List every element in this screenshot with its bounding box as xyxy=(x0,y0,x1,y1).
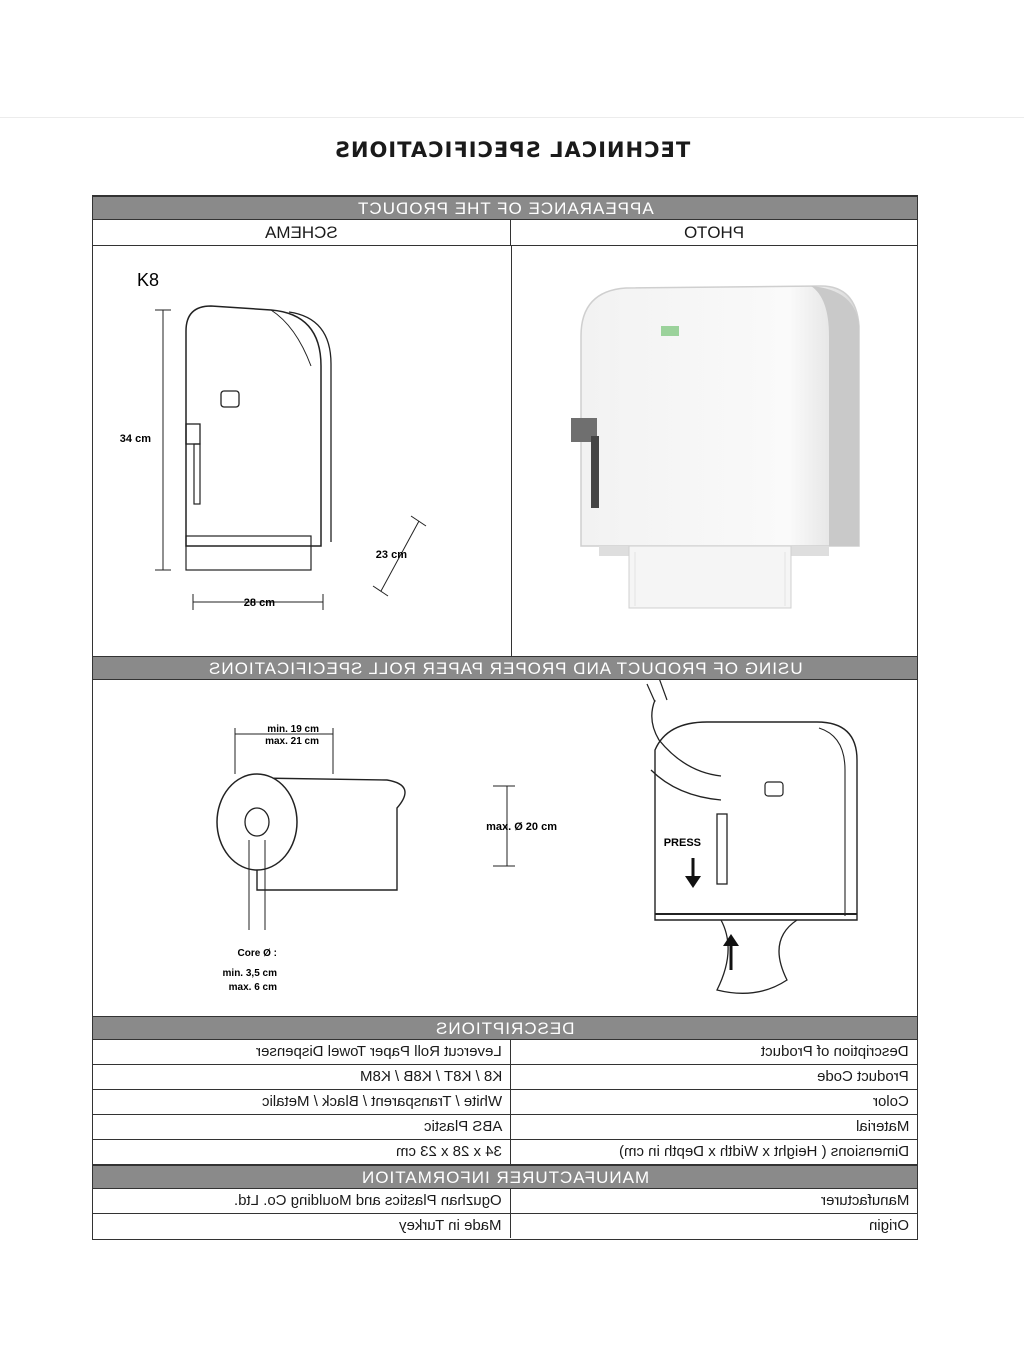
roll-end xyxy=(217,774,297,870)
pull-arrow-icon xyxy=(723,934,739,946)
hand-press xyxy=(651,700,721,800)
dispenser-body xyxy=(186,306,321,546)
roll-width-min: min. 19 cm xyxy=(267,724,319,735)
row-label: Manufacturer xyxy=(820,1192,909,1209)
row-label: Color xyxy=(873,1093,909,1110)
row-label: Origin xyxy=(868,1217,909,1234)
use-dispenser xyxy=(655,722,857,920)
height-dimension: 34 cm xyxy=(119,433,151,445)
schema-panel xyxy=(93,246,511,656)
spec-sheet xyxy=(92,195,918,1240)
use-lever xyxy=(717,814,727,884)
schema-column-header: SCHEMA xyxy=(93,220,511,246)
table-row xyxy=(93,1140,917,1165)
press-arrow-icon xyxy=(685,876,701,888)
press-label: PRESS xyxy=(663,837,701,849)
usage-panel xyxy=(93,680,917,1016)
paper-towel xyxy=(629,546,791,608)
row-label: Product Code xyxy=(817,1068,909,1085)
row-value: Made in Turkey xyxy=(399,1217,502,1234)
table-row xyxy=(93,1090,917,1115)
depth-dimension: 23 cm xyxy=(375,549,407,561)
hand-pull xyxy=(717,920,797,993)
dispenser-cover xyxy=(581,286,859,546)
brand-badge xyxy=(661,326,679,336)
core-label: Core Ø : xyxy=(237,948,277,959)
table-row xyxy=(93,1040,917,1065)
core-max: max. 6 cm xyxy=(228,982,277,993)
photo-column-header: PHOTO xyxy=(511,220,917,246)
row-label: Description of Product xyxy=(761,1043,909,1060)
lever xyxy=(186,424,200,444)
schema-drawing xyxy=(93,246,511,656)
model-label: K8 xyxy=(136,270,159,290)
row-label: Material xyxy=(855,1118,909,1135)
manufacturer-header: MANUFACTURER INFORMATION xyxy=(93,1165,917,1189)
dispenser-side xyxy=(289,312,331,542)
roll-diameter: max. Ø 20 cm xyxy=(486,821,557,833)
table-row xyxy=(93,1115,917,1140)
row-value: K8 / K8T / K8B / K8M xyxy=(359,1068,502,1085)
descriptions-header: DESCRIPTIONS xyxy=(93,1016,917,1040)
row-value: 34 x 28 x 23 cm xyxy=(396,1143,502,1160)
top-divider xyxy=(0,117,1024,118)
row-value: White / Transparent / Black / Metalic xyxy=(261,1093,502,1110)
photo-panel xyxy=(511,246,917,656)
usage-drawing xyxy=(93,680,917,1016)
row-value: ABS Plastic xyxy=(423,1118,502,1135)
table-row xyxy=(93,1189,917,1214)
appearance-header: APPEARANCE OF THE PRODUCT xyxy=(93,196,917,220)
width-dimension: 28 cm xyxy=(243,597,275,609)
page-title: TECHNICAL SPECIFICATIONS xyxy=(333,138,691,162)
window-icon xyxy=(221,391,239,407)
core-min: min. 3,5 cm xyxy=(222,968,277,979)
table-row xyxy=(93,1214,917,1239)
usage-header: USING OF PRODUCT AND PROPER PAPER ROLL SPECIFICATIONS xyxy=(93,656,917,680)
product-photo xyxy=(511,246,917,656)
dispenser-base xyxy=(186,536,311,570)
row-label: Dimensions ( Height x Width x Depth in cm) xyxy=(618,1143,909,1160)
row-value: Levercut Roll Paper Towel Dispenser xyxy=(256,1043,502,1060)
row-value: Oguzhan Plastics and Moulding Co. Ltd. xyxy=(234,1192,502,1209)
table-row xyxy=(93,1065,917,1090)
roll-width-max: max. 21 cm xyxy=(265,736,319,747)
